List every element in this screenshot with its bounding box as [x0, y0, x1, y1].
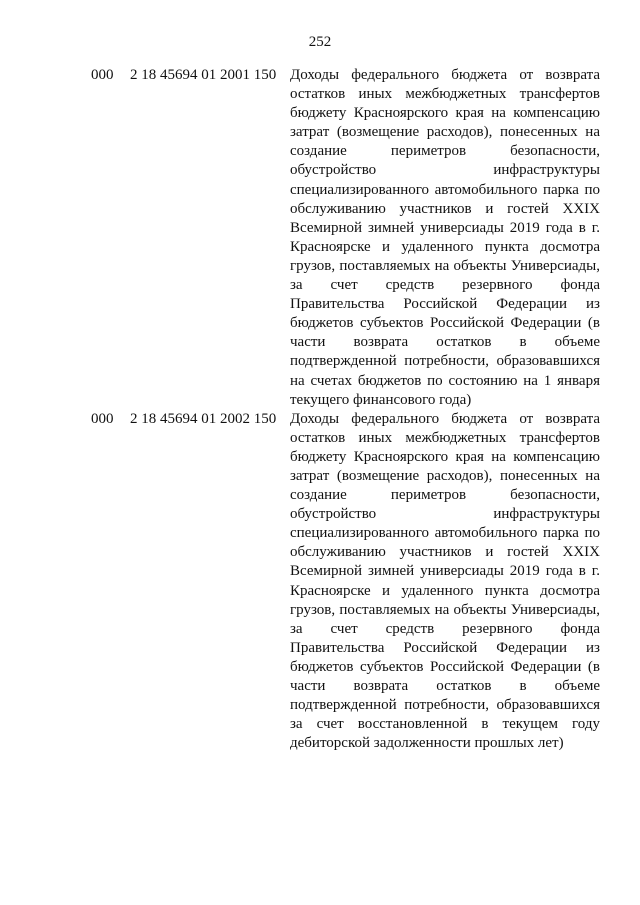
admin-code: 000: [91, 67, 114, 83]
income-description: Доходы федерального бюджета от возврата остатков иных межбюджетных трансфертов бюджету Красноярского края на компенсацию затрат (возмещение расходов), понесенных на создание периметров безопасности, обустройство инфраструктуры специализированного автомобильного парка по обслуживанию участников и гостей XXIX Всемирной зимней универсиады 2019 года в г. Красноярске и удаленного пункта досмотра грузов, поставляемых на объекты Универсиады, за счет средств резервного фонда Правительства Российской Федерации из бюджетов субъектов Российской Федерации (в части возврата остатков в объеме подтвержденной потребности, образовавшихся на счетах бюджетов по состоянию на 1 января текущего финансового года): [290, 67, 600, 408]
income-description: Доходы федерального бюджета от возврата остатков иных межбюджетных трансфертов бюджету Красноярского края на компенсацию затрат (возмещение расходов), понесенных на создание периметров безопасности, обустройство инфраструктуры специализированного автомобильного парка по обслуживанию участников и гостей XXIX Всемирной зимней универсиады 2019 года в г. Красноярске и удаленного пункта досмотра грузов, поставляемых на объекты Универсиады, за счет средств резервного фонда Правительства Российской Федерации из бюджетов субъектов Российской Федерации (в части возврата остатков в объеме подтвержденной потребности, образовавшихся за счет восстановленной в текущем году дебиторской задолженности прошлых лет): [290, 410, 600, 752]
table-row: [0, 410, 640, 754]
table-row: [0, 66, 640, 410]
kbk-code: 2 18 45694 01 2002 150: [130, 410, 277, 427]
kbk-code: 2 18 45694 01 2001 150: [130, 67, 277, 83]
admin-code: 000: [91, 410, 114, 427]
page-number: 252: [308, 34, 332, 50]
budget-code-table: [0, 66, 640, 753]
